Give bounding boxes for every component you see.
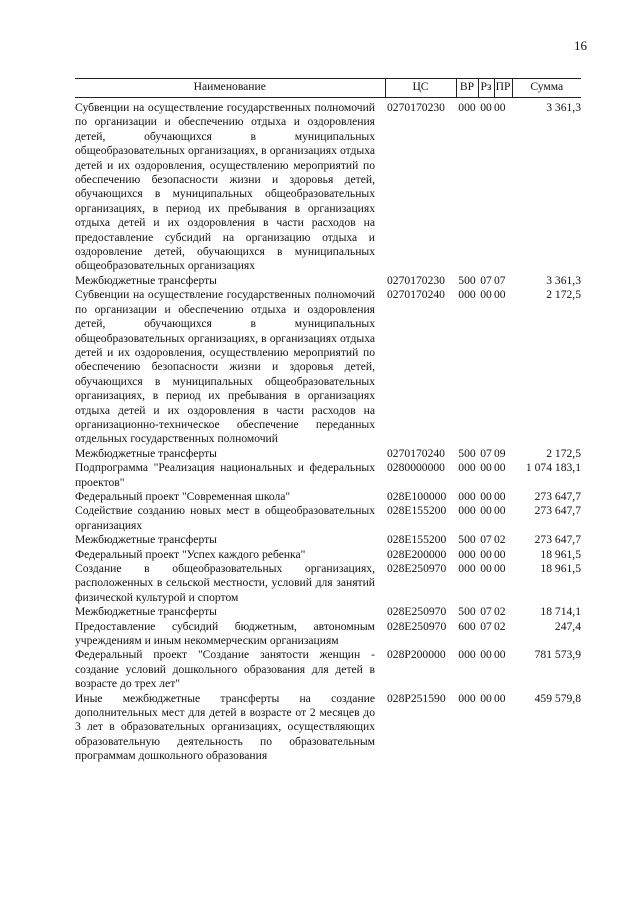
cell-name: Межбюджетные трансферты <box>75 533 217 547</box>
cell-name: Межбюджетные трансферты <box>75 605 217 619</box>
table-row <box>75 274 581 288</box>
column-header-name: Наименование <box>75 79 385 98</box>
table-row <box>75 648 581 691</box>
cell-name: Содействие созданию новых мест в общеобразовательных организациях <box>75 504 375 532</box>
cell-sum: 18 714,1 <box>540 605 581 619</box>
cell-pr: 02 <box>494 619 506 633</box>
cell-pr: 00 <box>494 288 506 302</box>
cell-rz: 00 <box>480 504 492 518</box>
cell-rz: 07 <box>480 533 492 547</box>
cell-cs: 028E250970 <box>387 605 447 619</box>
cell-rz: 00 <box>480 288 492 302</box>
cell-vr: 000 <box>458 489 476 503</box>
cell-cs: 0270170240 <box>387 288 445 302</box>
cell-pr: 00 <box>494 691 506 705</box>
table-row <box>75 504 581 533</box>
cell-vr: 500 <box>458 273 476 287</box>
cell-name: Создание в общеобразовательных организациях, расположенных в сельской местности, условий для занятий физической культурой и спортом <box>75 562 375 604</box>
cell-pr: 07 <box>494 273 506 287</box>
cell-vr: 000 <box>458 288 476 302</box>
cell-cs: 0270170240 <box>387 446 445 460</box>
cell-rz: 07 <box>480 619 492 633</box>
cell-rz: 07 <box>480 273 492 287</box>
page-number: 16 <box>574 38 587 53</box>
cell-pr: 00 <box>494 648 506 662</box>
cell-cs: 028E155200 <box>387 504 447 518</box>
table-row <box>75 605 581 619</box>
cell-rz: 00 <box>480 691 492 705</box>
cell-pr: 00 <box>494 562 506 575</box>
cell-name: Федеральный проект "Успех каждого ребенка" <box>75 547 306 561</box>
cell-cs: 028P200000 <box>387 648 446 662</box>
cell-pr: 00 <box>494 489 506 503</box>
budget-table <box>75 78 581 764</box>
table-row <box>75 620 581 649</box>
cell-rz: 00 <box>480 648 492 662</box>
cell-vr: 500 <box>458 605 476 619</box>
cell-cs: 0270170230 <box>387 101 445 114</box>
table-row <box>75 288 581 446</box>
cell-name: Федеральный проект "Создание занятости женщин - создание условий дошкольного образования для детей в возрасте до трех лет" <box>75 648 375 691</box>
cell-cs: 028E100000 <box>387 489 447 503</box>
cell-sum: 3 361,3 <box>546 101 581 114</box>
cell-cs: 0280000000 <box>387 461 445 475</box>
cell-sum: 247,4 <box>554 619 581 633</box>
cell-name: Межбюджетные трансферты <box>75 273 217 287</box>
cell-cs: 028E155200 <box>387 533 447 547</box>
cell-rz: 00 <box>480 489 492 503</box>
cell-rz: 00 <box>480 101 492 114</box>
cell-name: Подпрограмма "Реализация национальных и федеральных проектов" <box>75 461 375 489</box>
cell-sum: 273 647,7 <box>534 489 581 503</box>
cell-vr: 000 <box>458 648 476 662</box>
column-header-rz: Рз <box>478 79 494 98</box>
cell-pr: 00 <box>494 547 506 561</box>
cell-rz: 00 <box>480 562 492 575</box>
cell-cs: 028E200000 <box>387 547 447 561</box>
cell-pr: 00 <box>494 504 506 518</box>
cell-cs: 028E250970 <box>387 562 447 575</box>
column-header-cs: ЦС <box>385 79 456 98</box>
cell-sum: 1 074 183,1 <box>525 461 581 475</box>
cell-name: Субвенции на осуществление государственных полномочий по организации и обеспечению отдыха и оздоровления детей, обучающихся в муниципальных общеобразовательных организациях, в организациях отдыха детей и их оздоровления, осуществлению мероприятий по обеспечению безопасности жизни и здоровья детей, обучающихся в муниципальных общеобразовательных организациях, в период их пребывания в организациях отдыха детей и их оздоровления в части расходов на организационно-техническое обеспечение переданных отдельных государственных полномочий <box>75 288 375 446</box>
cell-pr: 02 <box>494 605 506 619</box>
cell-vr: 000 <box>458 101 476 114</box>
table-row <box>75 490 581 504</box>
cell-vr: 000 <box>458 461 476 475</box>
table-row <box>75 548 581 562</box>
cell-vr: 600 <box>458 619 476 633</box>
cell-sum: 273 647,7 <box>534 504 581 518</box>
table-row <box>75 562 581 605</box>
table-row <box>75 692 581 764</box>
cell-sum: 2 172,5 <box>546 446 581 460</box>
table-row <box>75 447 581 461</box>
cell-sum: 781 573,9 <box>534 648 581 662</box>
cell-rz: 07 <box>480 605 492 619</box>
column-header-pr: ПР <box>494 79 512 98</box>
cell-name: Федеральный проект "Современная школа" <box>75 489 291 503</box>
cell-sum: 18 961,5 <box>540 547 581 561</box>
table-row <box>75 533 581 547</box>
table-body <box>75 98 581 764</box>
cell-vr: 000 <box>458 547 476 561</box>
table-header-row <box>75 79 581 98</box>
cell-pr: 00 <box>494 101 506 114</box>
cell-name: Предоставление субсидий бюджетным, автономным учреждениям и иным некоммерческим организациям <box>75 619 375 648</box>
cell-sum: 2 172,5 <box>546 288 581 302</box>
cell-name: Иные межбюджетные трансферты на создание дополнительных мест для детей в возрасте от 2 месяцев до 3 лет в образовательных организациях, осуществляющих образовательную деятельность по образовательным программам дошкольного образования <box>75 691 375 763</box>
cell-pr: 00 <box>494 461 506 475</box>
cell-cs: 028E250970 <box>387 619 447 633</box>
cell-name: Межбюджетные трансферты <box>75 446 217 460</box>
cell-pr: 02 <box>494 533 506 547</box>
table-row <box>75 461 581 490</box>
cell-vr: 500 <box>458 446 476 460</box>
cell-pr: 09 <box>494 446 506 460</box>
cell-rz: 00 <box>480 547 492 561</box>
table-row <box>75 98 581 274</box>
cell-sum: 3 361,3 <box>546 273 581 287</box>
cell-sum: 273 647,7 <box>534 533 581 547</box>
column-header-sum: Сумма <box>512 79 581 98</box>
cell-vr: 000 <box>458 691 476 705</box>
cell-cs: 0270170230 <box>387 273 445 287</box>
column-header-vr: ВР <box>456 79 478 98</box>
cell-vr: 000 <box>458 504 476 518</box>
cell-rz: 00 <box>480 461 492 475</box>
cell-name: Субвенции на осуществление государственных полномочий по организации и обеспечению отдыха и оздоровления детей, обучающихся в муниципальных общеобразовательных организациях, в организациях отдыха детей и их оздоровления, осуществлению мероприятий по обеспечению безопасности жизни и здоровья детей, обучающихся в муниципальных общеобразовательных организациях, в период их пребывания в организациях отдыха детей и их оздоровления в части расходов на предоставление субсидий на организацию отдыха и оздоровление детей, обучающихся в муниципальных общеобразовательных организациях <box>75 101 375 273</box>
cell-sum: 459 579,8 <box>534 691 581 705</box>
cell-sum: 18 961,5 <box>540 562 581 575</box>
cell-vr: 500 <box>458 533 476 547</box>
cell-cs: 028P251590 <box>387 691 446 705</box>
cell-vr: 000 <box>458 562 476 575</box>
cell-rz: 07 <box>480 446 492 460</box>
